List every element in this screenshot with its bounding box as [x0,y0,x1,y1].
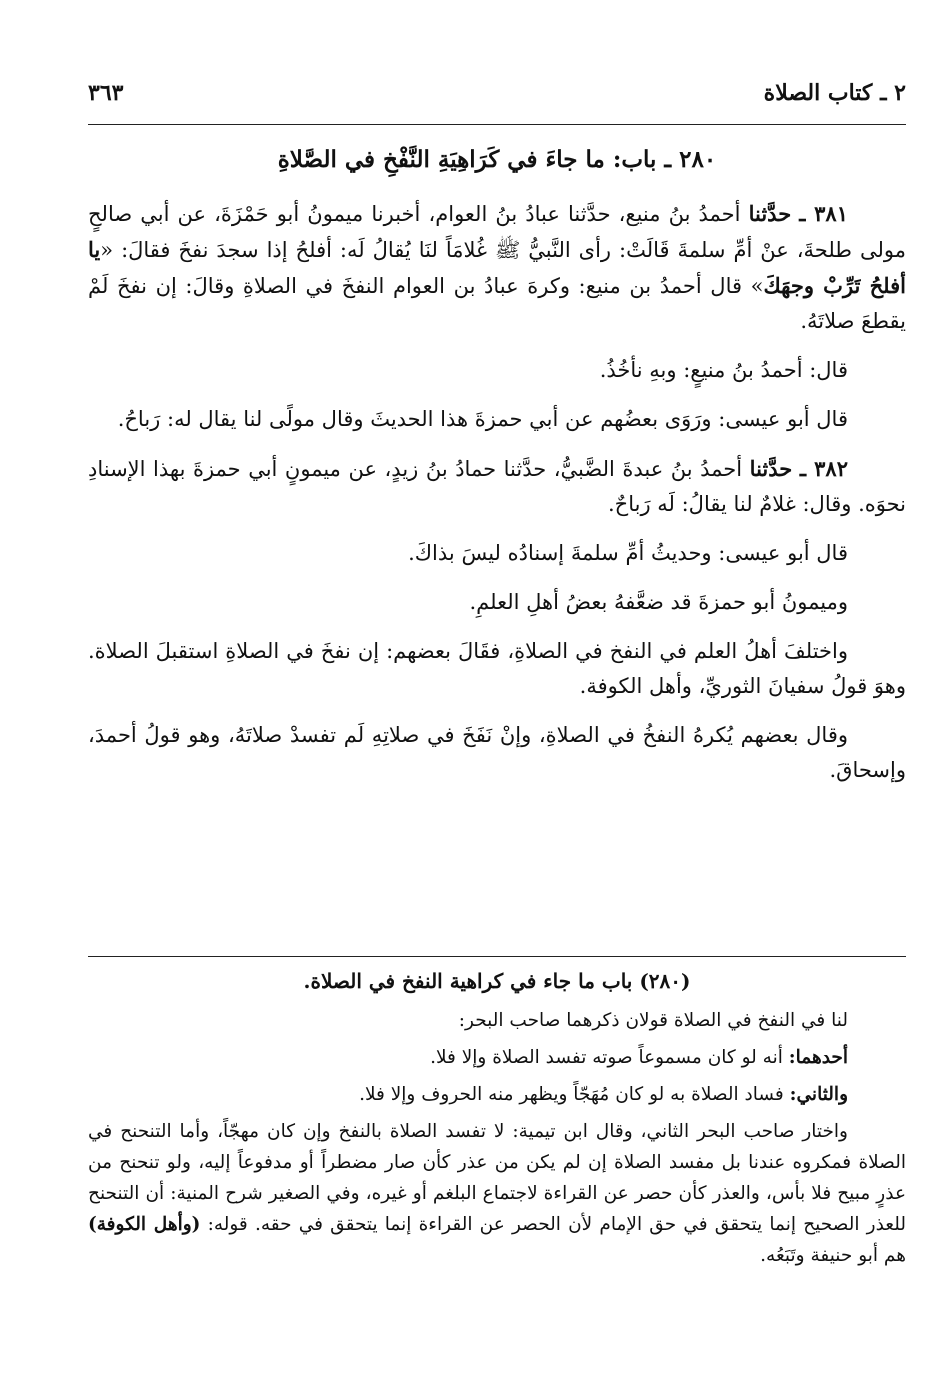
footnote-line [88,1079,906,1110]
hadith-382 [88,451,906,522]
paragraph: قال: أحمدُ بنُ منيعٍ: وبهِ نأخُذُ. [599,358,848,382]
paragraph: وقال بعضهم يُكرهُ النفخُ في الصلاةِ، وإنْ نَفَخَ في صلاتِهِ لَم تفسدْ صلاتَهُ، وهو قولُ أحمدَ، وإسحاقَ. [88,723,906,782]
footnote-divider [88,956,906,957]
footnote-line: لنا في النفخ في الصلاة قولان ذكرهما صاحب البحر: [458,1010,848,1031]
header-divider [88,124,906,125]
hadith-number: ٣٨١ ـ [799,201,848,226]
narration-marker: حدَّثنا [749,456,793,481]
hadith-text: أحمدُ بنُ عبدةَ الضَّبيُّ، حدَّثنا حمادُ بنُ زيدٍ، عن ميمونٍ أبي حمزةَ بهذا الإسنادِ نحوَه. وقال: غلامٌ لنا يقالُ: لَه رَباحٌ. [88,457,906,516]
hadith-number: ٣٨٢ ـ [799,456,848,481]
narration-marker: حدَّثنا [748,201,792,226]
footnote-bold: (وأهل الكوفة) [88,1214,201,1235]
page-header [88,80,906,120]
paragraph: وميمونُ أبو حمزةَ قد ضعَّفهُ بعضُ أهلِ العلمِ. [469,590,848,614]
hadith-text: أحمدُ بنُ منيع، حدَّثنا عبادُ بنُ العوام، أخبرنا ميمونُ أبو حَمْزَةَ، عن أبي صالحٍ مولى طلحةَ، عنْ أمِّ سلمةَ قَالَتْ: رأى النَّبيُّ ﷺ غُلامَاً لنَا يُقالُ لَه: أفلحُ إذا سجدَ نفخَ فقالَ: « [88,202,906,262]
paragraph: واختلفَ أهلُ العلم في النفخ في الصلاةِ، فقَالَ بعضهم: إن نفخَ في الصلاةِ استقبلَ الصلاة. وهوَ قولُ سفيانَ الثوريِّ، وأهل الكوفة. [88,639,906,698]
footnote [88,966,906,1277]
prophetic-quote: يا أفلحُ تَرِّبْ وجهَكَ [88,237,906,298]
footnote-paragraph [88,1116,906,1271]
main-text [88,196,906,802]
footnote-text: واختار صاحب البحر الثاني، وقال ابن تيمية: لا تفسد الصلاة بالنفخ وإن كان مهجّاً، وأما التنحنح في الصلاة فمكروه عندنا بل مفسد الصلاة إن لم يكن من عذر كأن صار مضطراً أو مدفوعاً إليه، ولو تنحنح من عذرٍ مبيح فلا بأس، والعذر كأن حصر عن القراءة لاجتماع البلغم أو غيره، وفي الصغير شرح المنية: أن التنحنح للعذر الصحيح إنما يتحقق في حق الإمام لأن الحصر عن القراءة إنما يتحقق في حقه. قوله: [88,1121,906,1235]
footnote-label: أحدهما: [788,1047,848,1068]
chapter-title: ٢٨٠ ـ باب: ما جاءَ في كَرَاهِيَةِ النَّفْخِ في الصَّلاةِ [277,146,717,173]
hadith-text-cont: » قال أحمدُ بن منيع: وكرهَ عبادُ بن العوام النفخَ في الصلاةِ وقالَ: إن نفخَ لَمْ يقطعَ صلاتَهُ. [88,274,906,333]
page-number: ٣٦٣ [88,80,124,106]
footnote-label: والثاني: [789,1084,848,1105]
running-title: ٢ ـ كتاب الصلاة [763,80,906,106]
hadith-381 [88,196,906,339]
footnote-title: (٢٨٠) باب ما جاء في كراهية النفخ في الصلاة. [303,969,691,993]
paragraph: قال أبو عيسى: وحديثُ أمِّ سلمةَ إسنادُه ليسَ بذاكَ. [408,541,848,565]
footnote-text: هم أبو حنيفة وتَبَعُه. [760,1245,906,1266]
footnote-text: أنه لو كان مسموعاً صوته تفسد الصلاة وإلا فلا. [430,1047,789,1068]
footnote-text: فساد الصلاة به لو كان مُهَجّاً ويظهر منه الحروف وإلا فلا. [359,1084,790,1105]
paragraph: قال أبو عيسى: ورَوَى بعضُهم عن أبي حمزةَ هذا الحديثَ وقال مولًى لنا يقال له: رَباحُ. [117,407,848,431]
footnote-line [88,1042,906,1073]
